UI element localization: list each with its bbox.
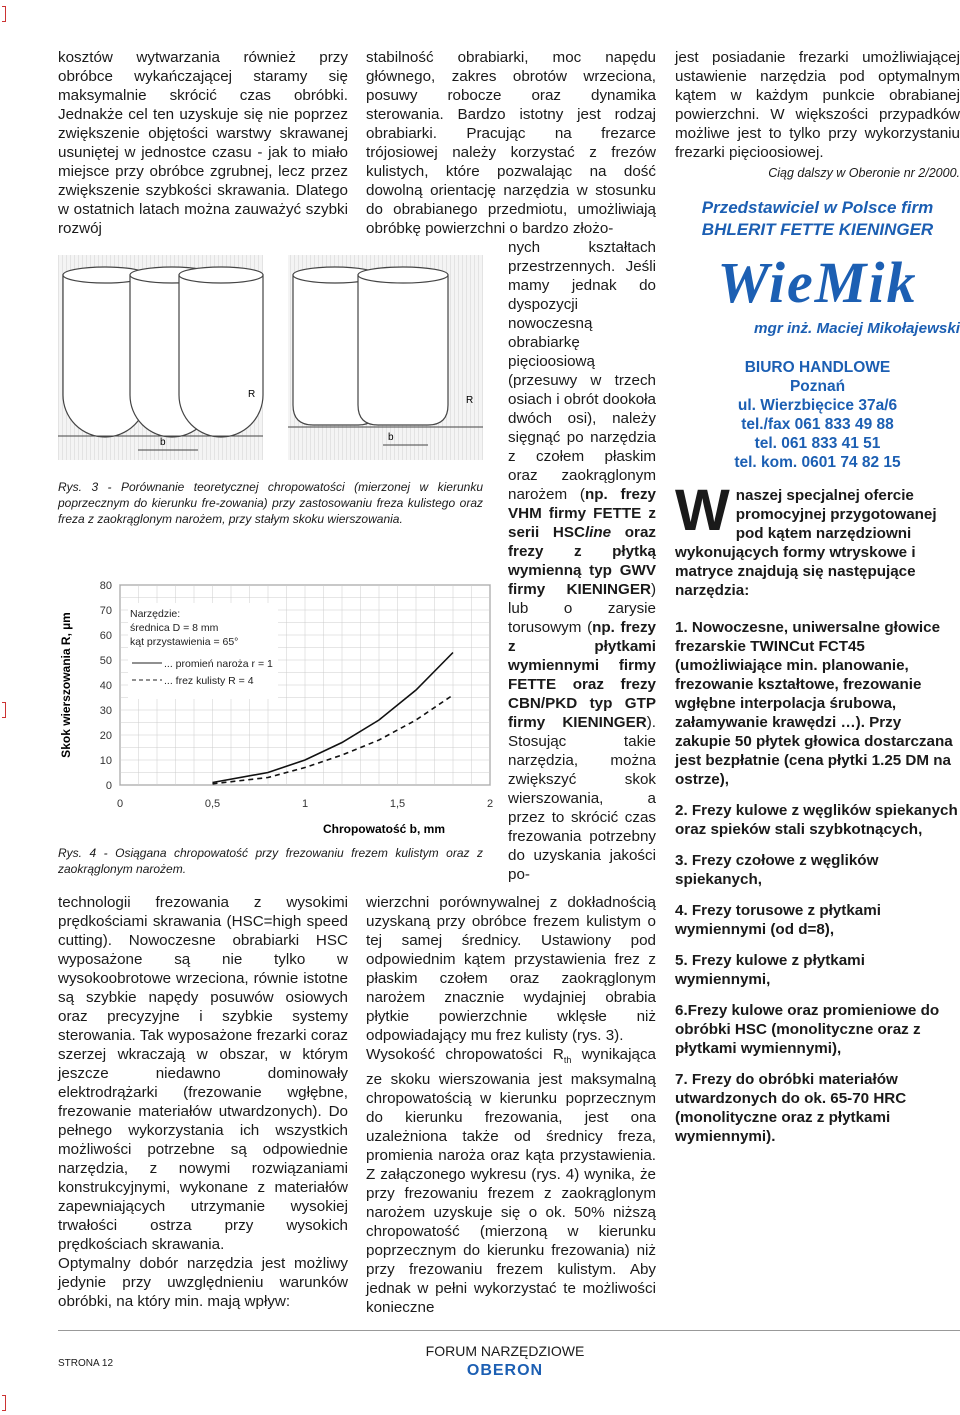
wiemik-logo: WieMik: [717, 250, 918, 315]
y-tick-label: 60: [99, 630, 112, 642]
list-item: 6.Frezy kulowe oraz promieniowe do obróbki HSC (monolityczne oraz z płytkami wymiennymi),: [675, 1002, 940, 1057]
crop-mark: [2, 6, 6, 22]
list-item: 2. Frezy kulowe z węglików spiekanych oraz spieków stali szybkotnących,: [675, 802, 958, 838]
label-b-left: b: [160, 437, 166, 448]
figure-3-diagram: [58, 255, 483, 465]
ad-heading: Przedstawiciel w Polsce firm BHLERIT FETTE KIENINGER: [701, 198, 934, 239]
paragraph: Wysokość chropowatości $R_{th}$ wynikająca ze skoku wierszowania jest maksymalną chropowatością w kierunku poprzecznym do kierunku frezowania, jest ona uzależniona także od średnicy freza, promienia naroża oraz kąta przystawienia. Z załączonego wykresu (rys. 4) wynika, że przy frezowaniu frezem z zaokrąglonym narożem uzyskuje się o ok. 50% niższą chropowatość (mierzoną w kierunku poprzecznym do kierunku frezowania) niż przy frezowaniu frezem kulistym. Aby jednak w pełni wykorzystać te możliwości konieczne: [366, 1046, 656, 1317]
y-tick-label: 0: [105, 780, 112, 792]
x-tick-label: 0: [116, 798, 124, 810]
paragraph: stabilność obrabiarki, moc napędu głównego, zakres obrotów wrzeciona, posuwy robocze oraz dynamika sterowania. Bardzo istotny jest rodzaj obrabiarki. Pracując na frezarce trójosiowej należy korzystać z frezów kulistych, które pozwalając na dość dowolną orientację narzędzia w stosunku do obrabianego przedmiotu, umożliwiają obróbkę powierzchni o bardzo złożo-: [366, 49, 656, 237]
figure-3-caption: Rys. 3 - Porównanie teoretycznej chropowatości (mierzonej w kierunku poprzecznym do kierunku fre-zowania) przy zastosowaniu freza kulistego oraz freza z zaokrąglonym narożem, przy stałym skoku wierszowania.: [58, 480, 483, 526]
list-item: 4. Frezy torusowe z płytkami wymiennymi (od d=8),: [675, 902, 881, 938]
ad-list: [675, 618, 960, 1146]
footer-rule: [58, 1330, 960, 1331]
list-item: 5. Frezy kulowe z płytkami wymiennymi,: [675, 952, 865, 988]
list-item: 3. Frezy czołowe z węglików spiekanych,: [675, 852, 879, 888]
column-1-bottom: [58, 893, 348, 1311]
continued-note: Ciąg dalszy w Oberonie nr 2/2000.: [768, 166, 960, 180]
y-tick-label: 10: [99, 755, 112, 767]
column-2-bottom: [366, 893, 656, 1317]
paragraph: wierzchni porównywalnej z dokładnością uzyskaną przy obróbce frezem kulistym o tej samej średnicy. Ustawiony pod odpowiednim kątem przystawienia frez z płaskim czołem oraz zaokrąglonym narożem znacznie wydajniej obrabia płytkie powierzchnie wklęsłe niż odpowiadający mu frez kulisty (rys. 3).: [366, 894, 656, 1044]
y-tick-label: 20: [99, 730, 112, 742]
paragraph: nych kształtach przestrzennych. Jeśli mamy jednak do dyspozycji nowoczesną obrabiarkę pięcioosiową (przesuwy w trzech osiach i obrót dookoła dwóch osi), należy sięgnąć po narzędzia z czołem płaskim oraz zaokrąglonym narożem (np. frezy VHM firmy FETTE z serii HSCline oraz frezy z płytką wymienną typ GWV firmy KIENINGER) lub o zarysie torusowym (np. frezy z płytkami wymiennymi firmy FETTE oraz frezy CBN/PKD typ GTP firmy KIENINGER). Stosując takie narzędzia, można zwiększyć skok wierszowania, a przez to skrócić czas frezowania potrzebny do uzyskania jakości po-: [508, 239, 656, 883]
column-1-top: [58, 48, 348, 238]
x-tick-label: 2: [486, 798, 494, 810]
column-2-top: [366, 48, 656, 238]
magazine-title: FORUM NARZĘDZIOWE: [425, 1343, 585, 1359]
list-item: 7. Frezy do obróbki materiałów utwardzonych do ok. 65-70 HRC (monolityczne oraz z płytkami wymiennymi).: [675, 1071, 907, 1145]
y-tick-label: 50: [99, 655, 112, 667]
y-tick-label: 80: [99, 580, 112, 592]
legend-entry: ... promień naroża r = 1: [164, 658, 273, 670]
paragraph: technologii frezowania z wysokimi prędkościami skrawania (HSC=high speed cutting). Nowoczesne obrabiarki HSC wyposażone są nie tylko w wysokoobrotowe wrzeciona, równie istotne są szybkie napędy posuwów osiowych oraz precyzyjne i szybkie systemy sterowania. Tak wyposażone frezarki coraz szerzej wkraczają w obszar, w którym jeszcze niedawno dominowały elektrodrążarki (frezowanie wgłębne, frezowanie materiałów utwardzonych). Do pełnego wykorzystania ich wszystkich możliwości potrzebne są odpowiednie narzędzia, z nowymi rozwiązaniami konstrukcyjnymi, wykonane z materiałów zapewniających utrzymanie wysokiej trwałości ostrza przy wysokich prędkościach skrawania.: [58, 894, 348, 1253]
crop-mark: [2, 1395, 6, 1411]
x-tick-label: 1,5: [389, 798, 406, 810]
y-axis-label: Skok wierszowania R, µm: [59, 612, 73, 758]
legend-entry: ... frez kulisty R = 4: [164, 675, 254, 687]
x-axis-label: Chropowatość b, mm: [322, 822, 445, 836]
column-2-narrow: [508, 238, 656, 884]
y-tick-label: 70: [99, 605, 112, 617]
crop-mark: [2, 702, 6, 718]
legend-title-line: średnica D = 8 mm: [130, 622, 219, 634]
oberon-logo: OBERON: [466, 1362, 544, 1379]
ad-intro: Wnaszej specjalnej ofercie promocyjnej przygotowanej pod kątem narzędziowni wykonujących formy wtryskowe i matryce znajdują się następujące narzędzia:: [675, 478, 937, 599]
x-tick-label: 1: [301, 798, 309, 810]
y-tick-label: 40: [99, 680, 112, 692]
paragraph: kosztów wytwarzania również przy obróbce wykańczającej staramy się maksymalnie skrócić czas obróbki. Jednakże cel ten uzyskuje się nie poprzez zwiększenie objętości warstwy skrawanej usuniętej w jednostce czasu - jak to miało miejsce przy obróbce zgrubnej, lecz przez zwiększenie szybkości skrawania. Dlatego w ostatnich latach można zauważyć szybki rozwój: [58, 49, 348, 237]
paragraph: jest posiadanie frezarki umożliwiającej ustawienie narzędzia pod optymalnym kątem w każdym punkcie obrabianej powierzchni. W większości przypadków możliwe jest to tylko przy wykorzystaniu frezarki pięcioosiowej.: [675, 49, 960, 161]
label-b-right: b: [388, 432, 394, 443]
x-tick-label: 0,5: [204, 798, 221, 810]
label-r-left: R: [248, 389, 256, 400]
figure-4-chart: [50, 575, 494, 840]
page-number: STRONA 12: [58, 1358, 114, 1369]
ad-office: BIURO HANDLOWE Poznań ul. Wierzbięcice 37a/6 tel./fax 061 833 49 88 tel. 061 833 41 51 tel. kom. 0601 74 82 15: [734, 359, 901, 471]
y-tick-label: 30: [99, 705, 112, 717]
column-3: [675, 48, 960, 1146]
list-item: 1. Nowoczesne, uniwersalne głowice frezarskie TWINCut FCT45 (umożliwiające min. planowanie, frezowanie kształtowe, frezowanie wgłębne interpolacja śrubowa, załamywanie krawędzi …). Przy zakupie 50 płytek głowica dostarczana jest bezpłatnie (cena płytki 1.25 DM na ostrze),: [675, 619, 953, 788]
paragraph: Optymalny dobór narzędzia jest możliwy jedynie przy uwzględnieniu warunków obróbki, na który min. mają wpływ:: [58, 1255, 348, 1310]
legend-title-line: kąt przystawienia = 65°: [130, 636, 239, 648]
figure-4-caption: Rys. 4 - Osiągana chropowatość przy frezowaniu frezem kulistym oraz z zaokrąglonym narożem.: [58, 846, 483, 876]
label-r-right: R: [466, 395, 474, 406]
legend-title-line: Narzędzie:: [130, 608, 181, 620]
ad-person: mgr inż. Maciej Mikołajewski: [754, 320, 960, 337]
